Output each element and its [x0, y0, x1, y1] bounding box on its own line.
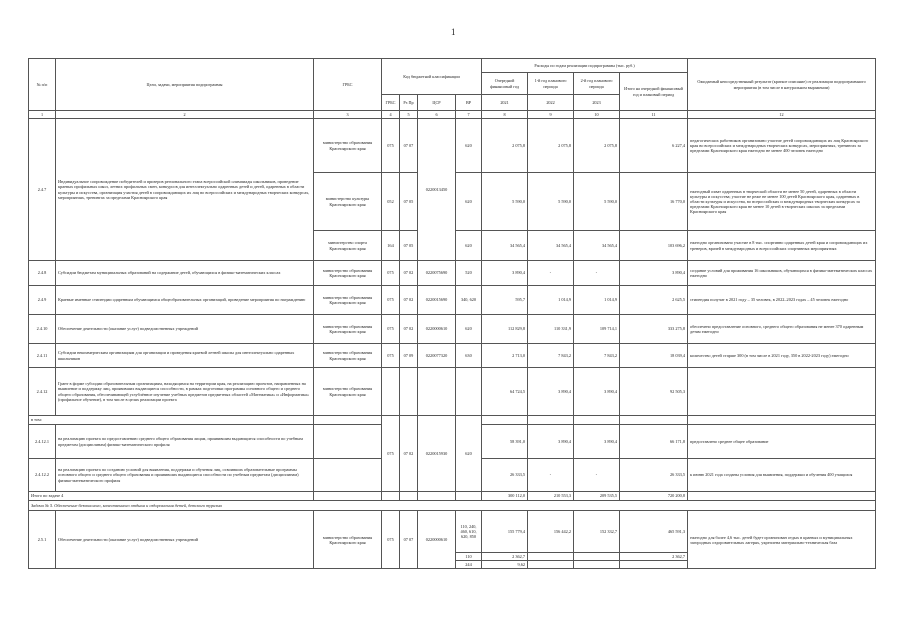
row-code: 075	[382, 511, 400, 569]
row-value-2023: 5 590,0	[574, 173, 620, 231]
total-value-2021: 300 112,0	[482, 492, 528, 501]
row-number: 2.4.12.2	[29, 459, 56, 492]
row-rzpr: 07 05	[400, 231, 418, 261]
row-goal: Обеспечение деятельности (оказание услуг) подведомственных учреждений	[56, 315, 314, 344]
row-number: 2.4.12.1	[29, 425, 56, 459]
row-value-2022: -	[528, 459, 574, 492]
row-value-2021: 155 779,4	[482, 511, 528, 553]
row-label-including: в том:	[29, 416, 314, 425]
col-number: 9	[528, 111, 574, 119]
header-num: № п/п	[29, 59, 56, 111]
row-grbs: министерство образования Красноярского края	[314, 261, 382, 286]
row-value-2021: 595,7	[482, 286, 528, 315]
row-vr: 620	[456, 173, 482, 231]
row-value-2023: 3 890,4	[574, 368, 620, 416]
row-rzpr: 07 07	[400, 511, 418, 569]
row-value-2023: 34 565,4	[574, 231, 620, 261]
row-result: обеспечено предоставление основного, среднего общего образования не менее 370 одаренным детям ежегодно	[688, 315, 876, 344]
row-value-total: 26 333,5	[620, 459, 688, 492]
col-number: 10	[574, 111, 620, 119]
row-vr: 620	[456, 119, 482, 173]
header-grbs-code: ГРБС	[382, 95, 400, 111]
header-kbk: Код бюджетной классификации	[382, 59, 482, 95]
table-row	[29, 315, 876, 344]
row-goal: Обеспечение деятельности (оказание услуг) подведомственных учреждений	[56, 511, 314, 569]
row-vr: 244	[456, 561, 482, 569]
program-table	[28, 58, 876, 569]
row-value-2022: -	[528, 261, 574, 286]
row-grbs: министерство спорта Красноярского края	[314, 231, 382, 261]
row-value-total: 333 275,8	[620, 315, 688, 344]
row-code: 075	[382, 119, 400, 173]
row-csr: 0220075690	[418, 261, 456, 286]
row-code: 075	[382, 261, 400, 286]
row-goal: Индивидуальное сопровождение победителей и призеров регионального этапа всероссийской олимпиады школьников, проведение краевых профильных школ, летних профильных смен, конкурсов для интеллектуально одаренных детей и детей, одаренных в области культуры и искусства, организация участия детей в сопровождающих их лиц во всероссийских и международных творческих конкурсах, мероприятиях, тренингах за пределами Красноярского края	[56, 119, 314, 261]
row-value-2021: 58 391,0	[482, 425, 528, 459]
header-plan2: 2-й год планового периода	[574, 73, 620, 95]
header-plan1: 1-й год планового периода	[528, 73, 574, 95]
row-value-total: 92 505,3	[620, 368, 688, 416]
row-value-2021: 34 565,4	[482, 231, 528, 261]
row-number: 2.5.1	[29, 511, 56, 569]
row-grbs: министерство образования Красноярского края	[314, 286, 382, 315]
row-vr: 340, 620	[456, 286, 482, 315]
row-goal: Субсидии некоммерческим организациям для организации и проведения краевой летней школы для интеллектуально одаренных школьников	[56, 344, 314, 368]
row-vr: 620	[456, 231, 482, 261]
row-result	[688, 368, 876, 416]
row-number: 2.4.8	[29, 261, 56, 286]
row-csr: 0220015930	[418, 416, 456, 492]
header-year-2022: 2022	[528, 95, 574, 111]
table-row	[29, 261, 876, 286]
row-value-total	[620, 416, 688, 425]
row-grbs: министерство образования Красноярского края	[314, 315, 382, 344]
row-grbs	[314, 416, 382, 425]
col-number: 8	[482, 111, 528, 119]
row-value-2022: 34 565,4	[528, 231, 574, 261]
row-csr: 0220077320	[418, 344, 456, 368]
total-value-total: 720 200,8	[620, 492, 688, 501]
row-vr: 620	[456, 315, 482, 344]
col-number: 12	[688, 111, 876, 119]
row-code: 075	[382, 416, 400, 492]
row-value-2021: 2 075,8	[482, 119, 528, 173]
row-csr: 0220013450	[418, 119, 456, 261]
row-result: стипендия получат в 2021 году – 35 человек, в 2022–2023 годах – 45 человек ежегодно	[688, 286, 876, 315]
row-code: 052	[382, 173, 400, 231]
row-code	[382, 368, 400, 416]
row-value-2023: 3 890,4	[574, 425, 620, 459]
row-number: 2.4.7	[29, 119, 56, 261]
row-number: 2.4.10	[29, 315, 56, 344]
row-vr	[456, 368, 482, 416]
total-row	[29, 492, 876, 501]
col-number: 6	[418, 111, 456, 119]
row-rzpr	[400, 368, 418, 416]
header-rzpr: Рз Пр	[400, 95, 418, 111]
row-rzpr: 07 09	[400, 344, 418, 368]
header-year-2021: 2021	[482, 95, 528, 111]
row-value-2023: -	[574, 459, 620, 492]
row-rzpr: 07 07	[400, 119, 418, 173]
row-vr: 110	[456, 553, 482, 561]
row-csr: 0220000610	[418, 315, 456, 344]
col-number: 2	[56, 111, 314, 119]
row-value-2022: 2 075,8	[528, 119, 574, 173]
row-value-2022	[528, 416, 574, 425]
col-number: 1	[29, 111, 56, 119]
row-value-2021: 2 362,7	[482, 553, 528, 561]
row-number: 2.4.11	[29, 344, 56, 368]
page-number-mark: 1	[451, 27, 456, 37]
row-code: 075	[382, 286, 400, 315]
row-value-2022: 156 442,2	[528, 511, 574, 553]
table-row	[29, 119, 876, 173]
table-row	[29, 511, 876, 553]
row-value-total: 3 890,4	[620, 261, 688, 286]
header-current-year: Очередной финансовый год	[482, 73, 528, 95]
row-value-2023: -	[574, 261, 620, 286]
row-value-total: 6 227,4	[620, 119, 688, 173]
row-goal: на реализацию проекта по предоставлению среднего общего образования лицам, проявившим выдающиеся способности по учебным предметам (дисциплинам) физико-математического профиля	[56, 425, 314, 459]
total-label: Итого по задаче 4	[29, 492, 314, 501]
row-value-2022: 3 890,4	[528, 425, 574, 459]
header-result: Ожидаемый непосредственный результат (краткое описание) от реализации подпрограммного мероприятия (в том числе в натуральном выражении)	[688, 59, 876, 111]
row-result	[688, 416, 876, 425]
header-csr: ЦСР	[418, 95, 456, 111]
row-vr: 620	[456, 416, 482, 492]
row-rzpr: 07 02	[400, 416, 418, 492]
header-vr: ВР	[456, 95, 482, 111]
row-value-2022: 3 890,4	[528, 368, 574, 416]
row-grbs: министерство образования Красноярского края	[314, 368, 382, 416]
row-value-2021: 2 713,0	[482, 344, 528, 368]
row-code: 164	[382, 231, 400, 261]
header-grbs: ГРБС	[314, 59, 382, 111]
row-value-total: 2 362,7	[620, 553, 688, 561]
row-goal: Субсидии бюджетам муниципальных образований на содержание детей, обучающихся в физико-математических классах	[56, 261, 314, 286]
row-result: ежегодно для более 4,6 тыс. детей будет организован отдых в краевых и муниципальных загородных оздоровительных лагерях, укреплена материально-техническая база	[688, 511, 876, 569]
row-value-2021: 9,62	[482, 561, 528, 569]
row-rzpr: 07 02	[400, 261, 418, 286]
task-heading-row	[29, 501, 876, 511]
row-value-2022: 5 590,0	[528, 173, 574, 231]
row-value-2021: 5 590,0	[482, 173, 528, 231]
col-number: 3	[314, 111, 382, 119]
row-value-total: 66 171,8	[620, 425, 688, 459]
row-grbs: министерство культуры Красноярского края	[314, 173, 382, 231]
header-goal: Цели, задачи, мероприятия подпрограммы	[56, 59, 314, 111]
table-row	[29, 344, 876, 368]
row-value-2021: 26 333,5	[482, 459, 528, 492]
row-value-2021: 3 890,4	[482, 261, 528, 286]
row-vr: 110, 240, 460, 610, 620, 850	[456, 511, 482, 553]
table-row	[29, 368, 876, 416]
row-result: ежегодный охват одаренных в творческой области не менее 50 детей, одаренных в области культуры и искусства; участие не реже не менее 100 детей Красноярского края, одаренных в области культуры и искусства, во всероссийских и международных творческих конкурсах за пределами Красноярского края не менее 10 детей в творческих школах за пределами Красноярского края	[688, 173, 876, 231]
row-csr: 0220000610	[418, 511, 456, 569]
row-rzpr: 07 05	[400, 173, 418, 231]
total-value-2023: 209 535,5	[574, 492, 620, 501]
row-result: создание условий для проживания 16 школьников, обучающихся в физико-математических классах ежегодно	[688, 261, 876, 286]
row-code: 075	[382, 315, 400, 344]
row-result: педагогических работников организовано участие детей сопровождающих их лиц Красноярского края во всероссийских и международных творческих конкурсах, мероприятиях, тренингах за пределами Красноярского края ежегодно не менее 400 человек ежегодно	[688, 119, 876, 173]
header-expenses: Расходы по годам реализации подпрограммы (тыс. руб.)	[482, 59, 688, 73]
row-grbs: министерство образования Красноярского края	[314, 511, 382, 569]
row-value-2021: 64 724,5	[482, 368, 528, 416]
row-rzpr: 07 02	[400, 286, 418, 315]
col-number: 5	[400, 111, 418, 119]
row-value-2023: 109 714,1	[574, 315, 620, 344]
row-result: ежегодно организовано участие в 8 тыс. спортивно одаренных детей края и сопровождающих их тренеров, врачей в международных и всероссийских спортивных мероприятиях	[688, 231, 876, 261]
row-value-total: 103 696,2	[620, 231, 688, 261]
row-csr	[418, 368, 456, 416]
row-grbs: министерство образования Красноярского края	[314, 119, 382, 173]
row-goal: на реализацию проекта по созданию условий для выявления, поддержки и обучения лиц, освоивших образовательные программы основного общего и среднего общего образования и проявивших выдающиеся способности по учебным предметам (дисциплинам) физико-математического профиля	[56, 459, 314, 492]
row-value-2023: 152 332,7	[574, 511, 620, 553]
row-goal: Краевые именные стипендии одаренным обучающимся общеобразовательных организаций, проведение мероприятия по награждению	[56, 286, 314, 315]
row-value-2021: 112 829,8	[482, 315, 528, 344]
row-value-2022: 1 014,9	[528, 286, 574, 315]
row-value-2022: 110 331,9	[528, 315, 574, 344]
row-grbs	[314, 459, 382, 492]
row-rzpr: 07 02	[400, 315, 418, 344]
row-number: 2.4.12	[29, 368, 56, 416]
row-value-2023: 2 075,8	[574, 119, 620, 173]
table-row	[29, 286, 876, 315]
row-vr: 520	[456, 261, 482, 286]
row-result: количество детей старше 300 (в том числе в 2021 году, 350 в 2022-2023 году) ежегодно	[688, 344, 876, 368]
row-csr: 0220015690	[418, 286, 456, 315]
row-value-2023: 1 014,9	[574, 286, 620, 315]
row-code: 075	[382, 344, 400, 368]
row-grbs	[314, 425, 382, 459]
row-goal: Грант в форме субсидии образовательным организациям, находящимся на территории края, на реализацию проектов, направленных на выявление и поддержку лиц, проявивших выдающиеся способности, в рамках подготовки программы основного общего и среднего общего образования, обеспечивающей углублённое изучение учебных предметов предметных областей «Математика» и «Информатика» (профильное обучение), в том числе в целях реализации проекта	[56, 368, 314, 416]
row-value-total: 18 039,4	[620, 344, 688, 368]
row-result: предоставлено среднее общее образование	[688, 425, 876, 459]
row-value-total: 465 591,3	[620, 511, 688, 553]
row-value-2021	[482, 416, 528, 425]
col-number: 7	[456, 111, 482, 119]
row-number: 2.4.9	[29, 286, 56, 315]
row-result: к июню 2021 года созданы условия для выявления, поддержки и обучения 400 учащихся	[688, 459, 876, 492]
row-value-total: 16 770,0	[620, 173, 688, 231]
col-number: 11	[620, 111, 688, 119]
header-total: Итого на очередной финансовый год и плановый период	[620, 73, 688, 111]
row-value-2023	[574, 416, 620, 425]
header-year-2023: 2023	[574, 95, 620, 111]
total-value-2022: 210 553,3	[528, 492, 574, 501]
task-heading: Задача № 5. Обеспечение безопасного, качественного отдыха и оздоровления детей, детского туризма	[29, 501, 876, 511]
row-value-2022: 7 843,2	[528, 344, 574, 368]
table-row	[29, 416, 876, 425]
row-value-2023: 7 843,2	[574, 344, 620, 368]
row-grbs: министерство образования Красноярского края	[314, 344, 382, 368]
row-vr: 630	[456, 344, 482, 368]
col-number: 4	[382, 111, 400, 119]
row-value-total: 2 625,5	[620, 286, 688, 315]
